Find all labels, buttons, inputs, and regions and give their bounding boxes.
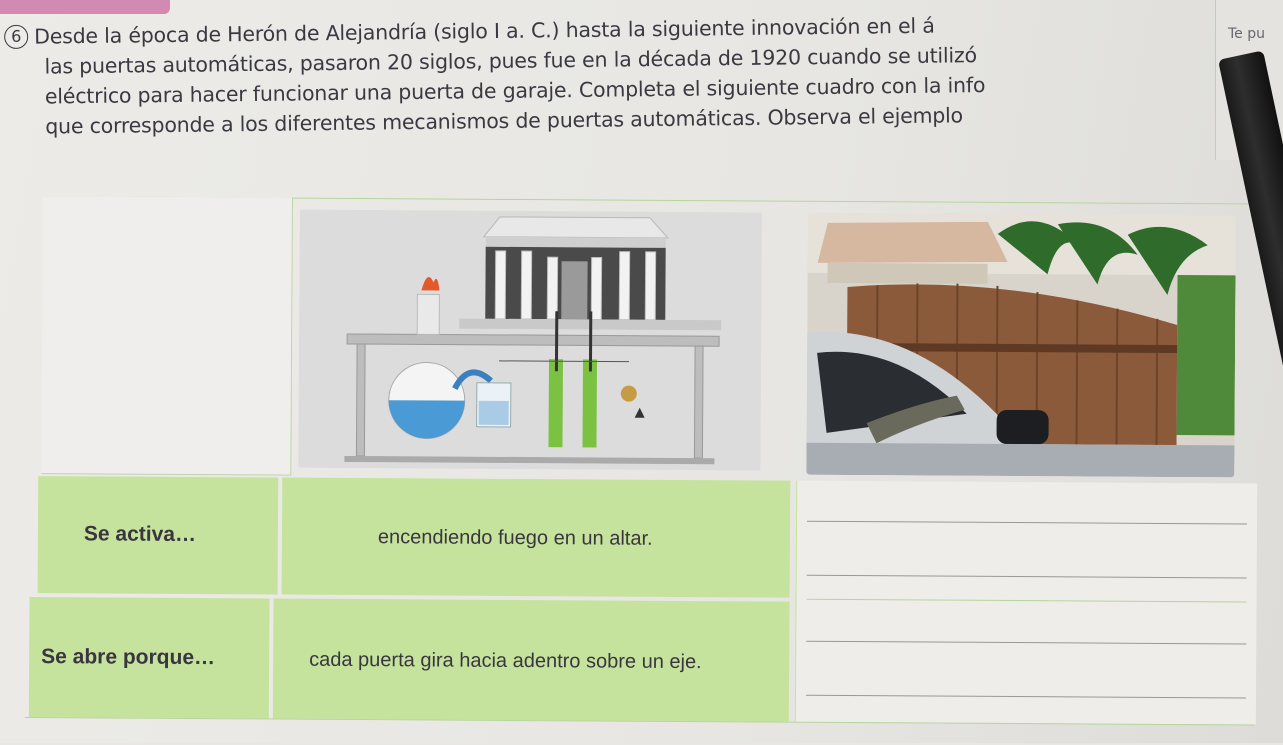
instruction-line-3: eléctrico para hacer funcionar una puerta de garaje. Completa el siguiente cuadro con la info [44, 73, 986, 109]
heron-temple-illustration [298, 210, 762, 471]
instruction-line-4: que corresponde a los diferentes mecanismos de puertas automáticas. Observa el ejemplo [45, 103, 964, 139]
garage-photo-svg [806, 213, 1236, 478]
row-divider [807, 599, 1247, 603]
example-cell-opening [273, 599, 790, 722]
answer-line-2[interactable] [807, 575, 1247, 579]
row-label-activation: Se activa… [83, 522, 197, 547]
exercise-number: 6 [4, 25, 28, 49]
example-activation: encendiendo fuego en un altar. [377, 526, 653, 550]
mechanisms-table [25, 196, 1268, 726]
empty-header-cell [41, 196, 293, 476]
example-cell-activation [282, 478, 791, 598]
sidebar-text-1: Te pu [1228, 26, 1265, 42]
answer-line-4[interactable] [806, 695, 1246, 699]
row-label-cell-activation [38, 476, 279, 594]
heron-mechanism-svg [298, 210, 762, 471]
instruction-text-1: Desde la época de Herón de Alejandría (siglo I a. C.) hasta la siguiente innovación en el á [34, 13, 935, 49]
example-opening: cada puerta gira hacia adentro sobre un eje. [309, 648, 702, 674]
answer-line-1[interactable] [807, 521, 1247, 525]
answer-line-3[interactable] [806, 641, 1246, 645]
answer-column [795, 481, 1257, 725]
garage-door-photo [806, 213, 1236, 478]
instruction-line-2: las puertas automáticas, pasaron 20 siglos, pues fue en la década de 1920 cuando se utilizó [44, 43, 978, 79]
row-label-cell-opening [29, 597, 270, 718]
row-label-opening: Se abre porque… [41, 645, 216, 670]
page-tab-decoration [0, 0, 170, 14]
exercise-instructions [4, 7, 1215, 142]
